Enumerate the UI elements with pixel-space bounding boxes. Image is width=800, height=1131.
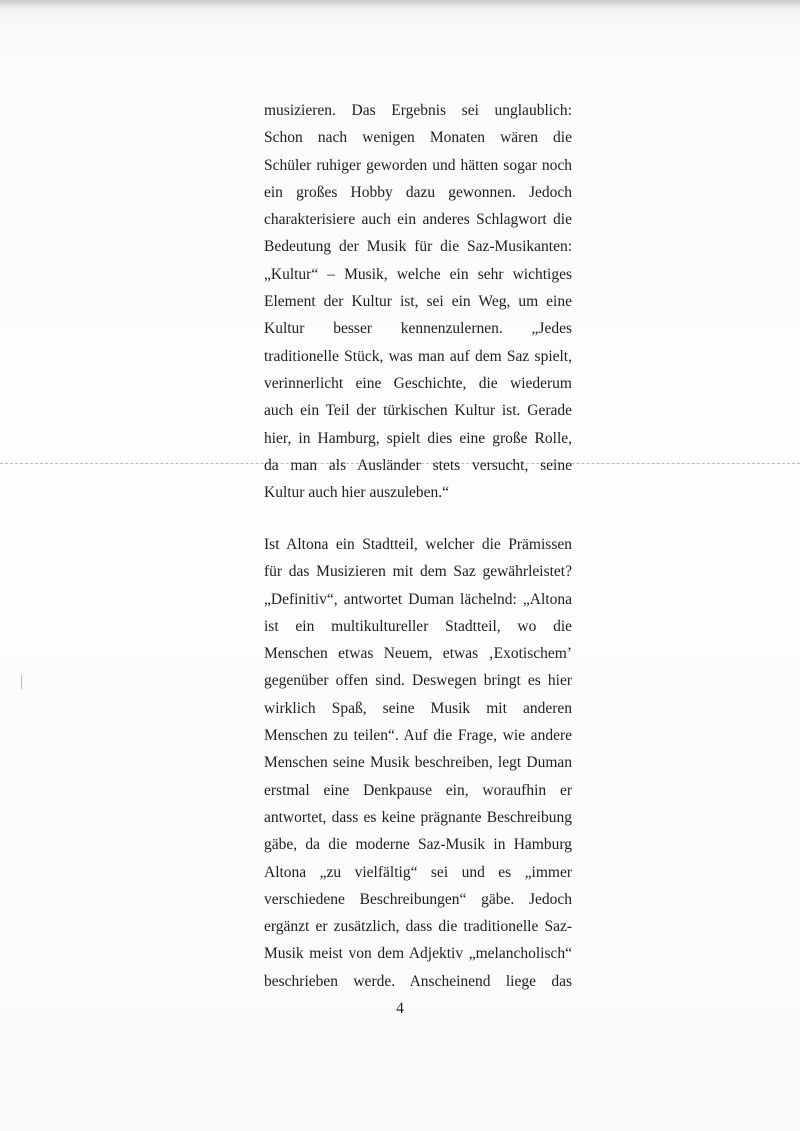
text-line: Altona „zu vielfältig“ sei und es „immer <box>264 863 572 881</box>
text-line: Kultur auch hier auszuleben.“ <box>264 484 450 502</box>
text-line: wirklich Spaß, seine Musik mit anderen <box>264 699 572 717</box>
paragraph-1 <box>264 97 572 506</box>
text-line: musizieren. Das Ergebnis sei unglaublich: <box>264 102 572 119</box>
text-line: erstmal eine Denkpause ein, woraufhin er <box>264 781 572 799</box>
text-line: verschiedene Beschreibungen“ gäbe. Jedoch <box>264 890 572 908</box>
page-number: 4 <box>396 1000 404 1017</box>
text-line: Menschen etwas Neuem, etwas ‚Exotischem’ <box>264 645 572 663</box>
text-line: traditionelle Stück, was man auf dem Saz spielt, <box>264 347 572 365</box>
text-line: hier, in Hamburg, spielt dies eine große Rolle, <box>264 429 572 447</box>
text-line: gäbe, da die moderne Saz-Musik in Hamburg <box>264 836 572 854</box>
text-line: beschrieben werde. Anscheinend liege das <box>264 972 572 990</box>
paragraph-2 <box>264 531 572 995</box>
text-line: Ist Altona ein Stadtteil, welcher die Prämissen <box>264 536 572 553</box>
text-line: Kultur besser kennenzulernen. „Jedes <box>264 320 572 338</box>
text-line: ergänzt er zusätzlich, dass die traditionelle Saz- <box>264 918 572 936</box>
scan-edge-shadow <box>0 0 800 10</box>
margin-mark <box>21 675 22 689</box>
text-line: Element der Kultur ist, sei ein Weg, um eine <box>264 293 572 311</box>
text-line: ein großes Hobby dazu gewonnen. Jedoch <box>264 183 572 201</box>
text-line: gegenüber offen sind. Deswegen bringt es hier <box>264 672 572 690</box>
text-line: da man als Ausländer stets versucht, seine <box>264 456 572 474</box>
text-line: charakterisiere auch ein anderes Schlagwort die <box>264 211 572 229</box>
text-line: ist ein multikultureller Stadtteil, wo die <box>264 617 572 635</box>
text-line: für das Musizieren mit dem Saz gewährleistet? <box>264 563 572 581</box>
text-line: Bedeutung der Musik für die Saz-Musikanten: <box>264 238 572 256</box>
text-line: Schon nach wenigen Monaten wären die <box>264 129 572 147</box>
text-line: Menschen seine Musik beschreiben, legt Duman <box>264 754 572 772</box>
text-line: „Kultur“ – Musik, welche ein sehr wichtiges <box>264 265 572 283</box>
text-line: antwortet, dass es keine prägnante Beschreibung <box>264 808 572 826</box>
text-line: „Definitiv“, antwortet Duman lächelnd: „Altona <box>264 590 572 608</box>
text-line: Menschen zu teilen“. Auf die Frage, wie andere <box>264 727 572 745</box>
text-line: verinnerlicht eine Geschichte, die wiederum <box>264 374 572 392</box>
text-line: Musik meist von dem Adjektiv „melancholisch“ <box>264 945 572 963</box>
text-line: auch ein Teil der türkischen Kultur ist. Gerade <box>264 402 572 420</box>
text-line: Schüler ruhiger geworden und hätten sogar noch <box>264 156 572 174</box>
